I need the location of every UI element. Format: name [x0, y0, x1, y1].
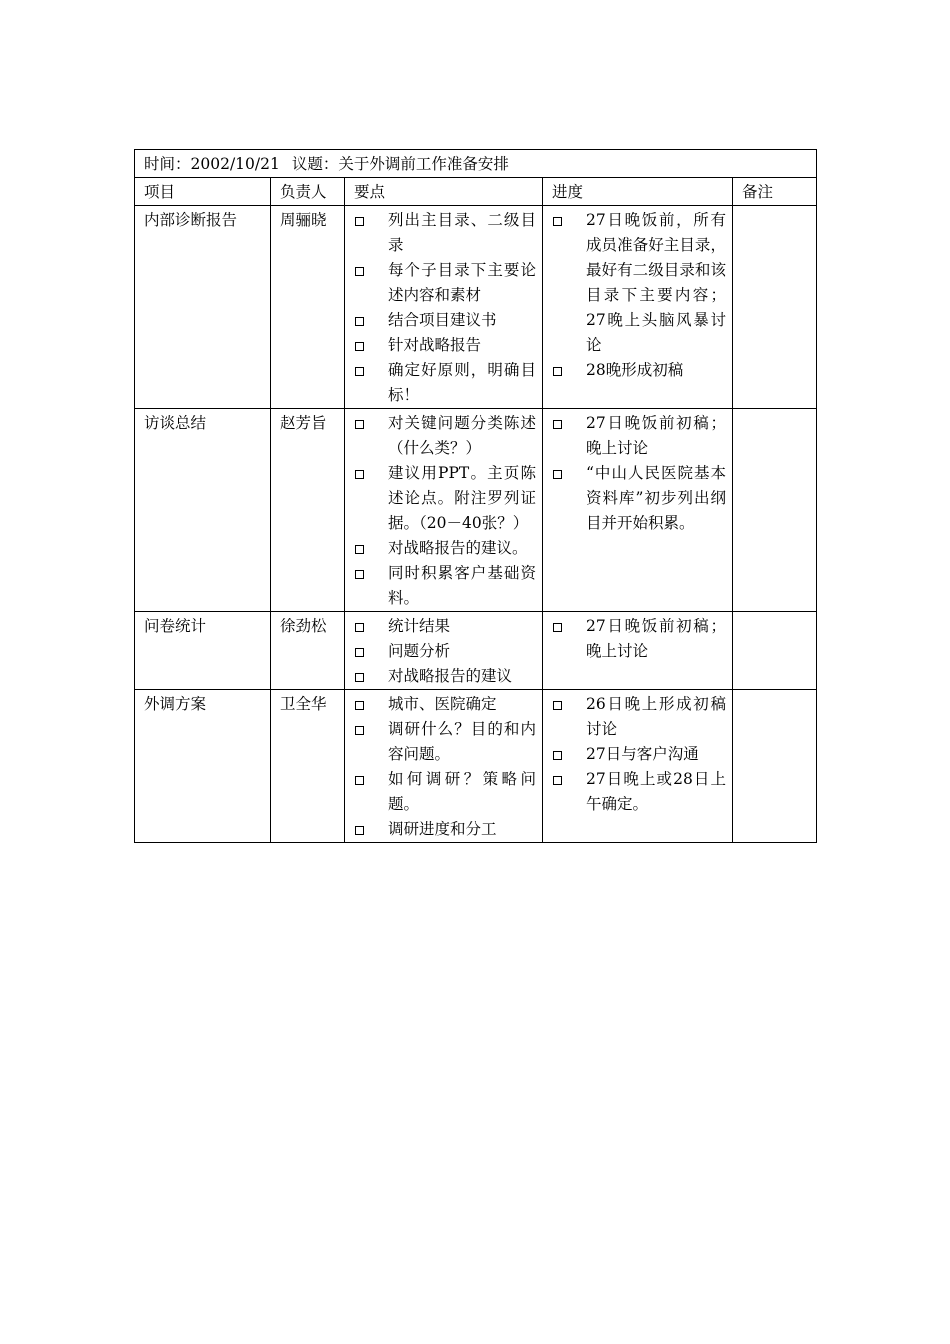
- list-item: 每个子目录下主要论述内容和素材: [354, 258, 536, 308]
- owner-cell: 周骊晓: [271, 206, 345, 409]
- list-item: 27日晚饭前，所有成员准备好主目录，最好有二级目录和该目录下主要内容；27晚上头脑风暴讨论: [552, 208, 726, 358]
- list-item: 调研进度和分工: [354, 817, 536, 842]
- table-row: [135, 612, 817, 690]
- list-item: 对关键问题分类陈述（什么类？）: [354, 411, 536, 461]
- owner-cell: 赵芳旨: [271, 409, 345, 612]
- checkbox-square-icon: [355, 776, 364, 785]
- meeting-date: 2002/10/21: [190, 155, 280, 173]
- table-row: [135, 409, 817, 612]
- list-item: 统计结果: [354, 614, 536, 639]
- header-row: [135, 150, 817, 178]
- checkbox-square-icon: [355, 470, 364, 479]
- list-item: 27日晚上或28日上午确定。: [552, 767, 726, 817]
- list-item: 如何调研？策略问题。: [354, 767, 536, 817]
- notes-cell: [733, 690, 817, 843]
- column-header-row: [135, 178, 817, 206]
- checkbox-square-icon: [355, 701, 364, 710]
- project-cell: 内部诊断报告: [135, 206, 271, 409]
- checkbox-square-icon: [355, 217, 364, 226]
- table-row: [135, 690, 817, 843]
- checkbox-square-icon: [553, 217, 562, 226]
- checkbox-square-icon: [355, 826, 364, 835]
- list-item: 城市、医院确定: [354, 692, 536, 717]
- col-header-points: 要点: [345, 178, 543, 206]
- checkbox-square-icon: [553, 470, 562, 479]
- owner-cell: 卫全华: [271, 690, 345, 843]
- list-item: “中山人民医院基本资料库”初步列出纲目并开始积累。: [552, 461, 726, 536]
- list-item: 列出主目录、二级目录: [354, 208, 536, 258]
- checkbox-square-icon: [553, 420, 562, 429]
- project-cell: 访谈总结: [135, 409, 271, 612]
- progress-cell: [543, 690, 733, 843]
- list-item: 27日与客户沟通: [552, 742, 726, 767]
- project-cell: 问卷统计: [135, 612, 271, 690]
- col-header-project: 项目: [135, 178, 271, 206]
- checkbox-square-icon: [355, 267, 364, 276]
- list-item: 调研什么？目的和内容问题。: [354, 717, 536, 767]
- list-item: 对战略报告的建议。: [354, 536, 536, 561]
- checkbox-square-icon: [355, 342, 364, 351]
- checkbox-square-icon: [553, 623, 562, 632]
- list-item: 27日晚饭前初稿；晚上讨论: [552, 411, 726, 461]
- points-cell: [345, 690, 543, 843]
- notes-cell: [733, 206, 817, 409]
- col-header-notes: 备注: [733, 178, 817, 206]
- list-item: 对战略报告的建议: [354, 664, 536, 689]
- meeting-header: [135, 150, 817, 178]
- checkbox-square-icon: [355, 367, 364, 376]
- checkbox-square-icon: [355, 545, 364, 554]
- project-cell: 外调方案: [135, 690, 271, 843]
- list-item: 确定好原则，明确目标！: [354, 358, 536, 408]
- meeting-agenda-table: [134, 149, 817, 843]
- checkbox-square-icon: [553, 367, 562, 376]
- checkbox-square-icon: [355, 623, 364, 632]
- list-item: 结合项目建议书: [354, 308, 536, 333]
- checkbox-square-icon: [355, 317, 364, 326]
- col-header-owner: 负责人: [271, 178, 345, 206]
- progress-cell: [543, 612, 733, 690]
- col-header-progress: 进度: [543, 178, 733, 206]
- checkbox-square-icon: [553, 776, 562, 785]
- checkbox-square-icon: [553, 701, 562, 710]
- points-cell: [345, 206, 543, 409]
- time-label: 时间：: [144, 155, 191, 173]
- checkbox-square-icon: [355, 726, 364, 735]
- list-item: 同时积累客户基础资料。: [354, 561, 536, 611]
- notes-cell: [733, 612, 817, 690]
- table-row: [135, 206, 817, 409]
- list-item: 27日晚饭前初稿；晚上讨论: [552, 614, 726, 664]
- checkbox-square-icon: [553, 751, 562, 760]
- list-item: 建议用PPT。主页陈述论点。附注罗列证据。（20－40张？）: [354, 461, 536, 536]
- checkbox-square-icon: [355, 673, 364, 682]
- progress-cell: [543, 409, 733, 612]
- progress-cell: [543, 206, 733, 409]
- list-item: 28晚形成初稿: [552, 358, 726, 383]
- checkbox-square-icon: [355, 420, 364, 429]
- points-cell: [345, 612, 543, 690]
- list-item: 问题分析: [354, 639, 536, 664]
- checkbox-square-icon: [355, 648, 364, 657]
- owner-cell: 徐劲松: [271, 612, 345, 690]
- meeting-topic: 关于外调前工作准备安排: [338, 155, 509, 173]
- list-item: 26日晚上形成初稿讨论: [552, 692, 726, 742]
- list-item: 针对战略报告: [354, 333, 536, 358]
- points-cell: [345, 409, 543, 612]
- topic-label: 议题：: [291, 155, 339, 173]
- notes-cell: [733, 409, 817, 612]
- checkbox-square-icon: [355, 570, 364, 579]
